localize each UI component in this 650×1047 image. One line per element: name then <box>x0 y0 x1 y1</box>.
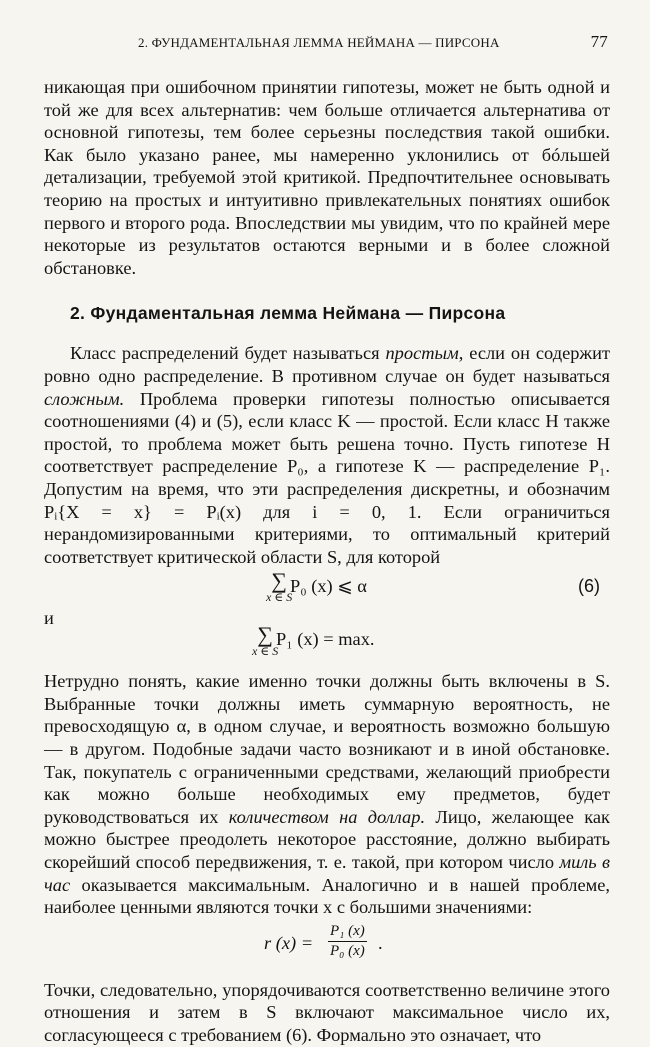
text-run: Класс распределений будет называться <box>70 343 386 364</box>
emphasis-per-dollar: количеством на доллар. <box>228 806 426 827</box>
emphasis-miles-per-hour: миль в час <box>44 852 610 895</box>
equation-number: (6) <box>578 576 600 597</box>
emphasis-composite: сложным. <box>44 388 125 409</box>
text-run: , если он содержит ровно одно распределение. В противном случае он будет называться <box>44 343 611 386</box>
text-run: оказывается максимальным. Аналогично и в нашей проблеме, наиболее ценными являются точки x с большими значениями: <box>44 874 610 918</box>
text-run: Проблема проверки гипотезы полностью описывается соотношениями (4) и (5), если класс K — простой. Если класс H также простой, то проблема может быть решена точно. Пусть гипотезе H соответствует распределение P₀, а гипотезе K — распределение P₁. Допустим на время, что эти распределения дискретны, и обозначим Pᵢ{X = x} = Pᵢ(x) для i = 0, 1. Если ограничиться нерандомизированными критериями, то оптимальный критерий соответствует критической области S, для которой <box>44 388 610 567</box>
ratio-period: . <box>378 932 383 953</box>
text-run: Лицо, желающее как можно быстрее преодолеть некоторое расстояние, должно выбирать скорейший способ передвижения, т. е. такой, при котором число <box>44 806 610 873</box>
running-head <box>44 30 610 56</box>
equation-expression: P₁ (x) = max. <box>276 629 375 650</box>
ratio-lhs: r (x) = <box>264 932 314 953</box>
sum-subscript: x ∈ S <box>266 590 293 605</box>
sigma-symbol: ∑ <box>271 568 287 594</box>
paragraph-definitions <box>44 342 610 568</box>
ratio-fraction <box>328 923 367 960</box>
running-title: 2. ФУНДАМЕНТАЛЬНАЯ ЛЕММА НЕЙМАНА — ПИРСОНА <box>138 35 500 50</box>
paragraph-ordering: Точки, следовательно, упорядочиваются соответственно величине этого отношения и затем в S включают максимальное число их, согласующееся с требованием (6). Формально это означает, что <box>44 979 610 1045</box>
ratio-denominator: P₀ (x) <box>330 942 365 959</box>
book-page <box>44 30 610 1047</box>
sigma-symbol: ∑ <box>257 622 273 648</box>
page-number: 77 <box>590 32 608 51</box>
sum-subscript: x ∈ S <box>252 644 279 659</box>
text-run: Нетрудно понять, какие именно точки должны быть включены в S. Выбранные точки должны иметь суммарную вероятность, не превосходящую α, в одном случае, и вероятность возможно большую — в другом. Подобные задачи часто возникают и в иной обстановке. Так, покупатель с ограниченными средствами, желающий приобрести как можно больше необходимых ему предметов, будет руководствоваться их <box>44 671 610 827</box>
equation-7 <box>44 608 610 666</box>
sum-operator <box>252 622 279 659</box>
sum-operator <box>266 568 293 605</box>
ratio-numerator: P₁ (x) <box>328 923 367 942</box>
equation-ratio <box>44 921 610 969</box>
section-heading: 2. Фундаментальная лемма Неймана — Пирсона <box>70 303 506 324</box>
emphasis-simple: простым <box>385 343 459 364</box>
conjunction-and: и <box>44 608 54 629</box>
equation-expression: P₀ (x) ⩽ α <box>290 576 367 597</box>
paragraph-continuation: никающая при ошибочном принятии гипотезы, может не быть одной и той же для всех альтернатив: чем больше отличается альтернатива от основной гипотезы, тем более серьезны последствия такой ошибки. Как было указано ранее, мы намеренно уклонились от бóльшей детализации, требуемой этой критикой. Предпочтительнее основывать теорию на простых и интуитивно привлекательных понятиях ошибок первого и второго рода. Впоследствии мы увидим, что по крайней мере некоторые из результатов остаются верными и в более сложной обстановке. <box>44 77 610 278</box>
equation-6 <box>44 568 610 616</box>
paragraph-explanation <box>44 670 610 919</box>
